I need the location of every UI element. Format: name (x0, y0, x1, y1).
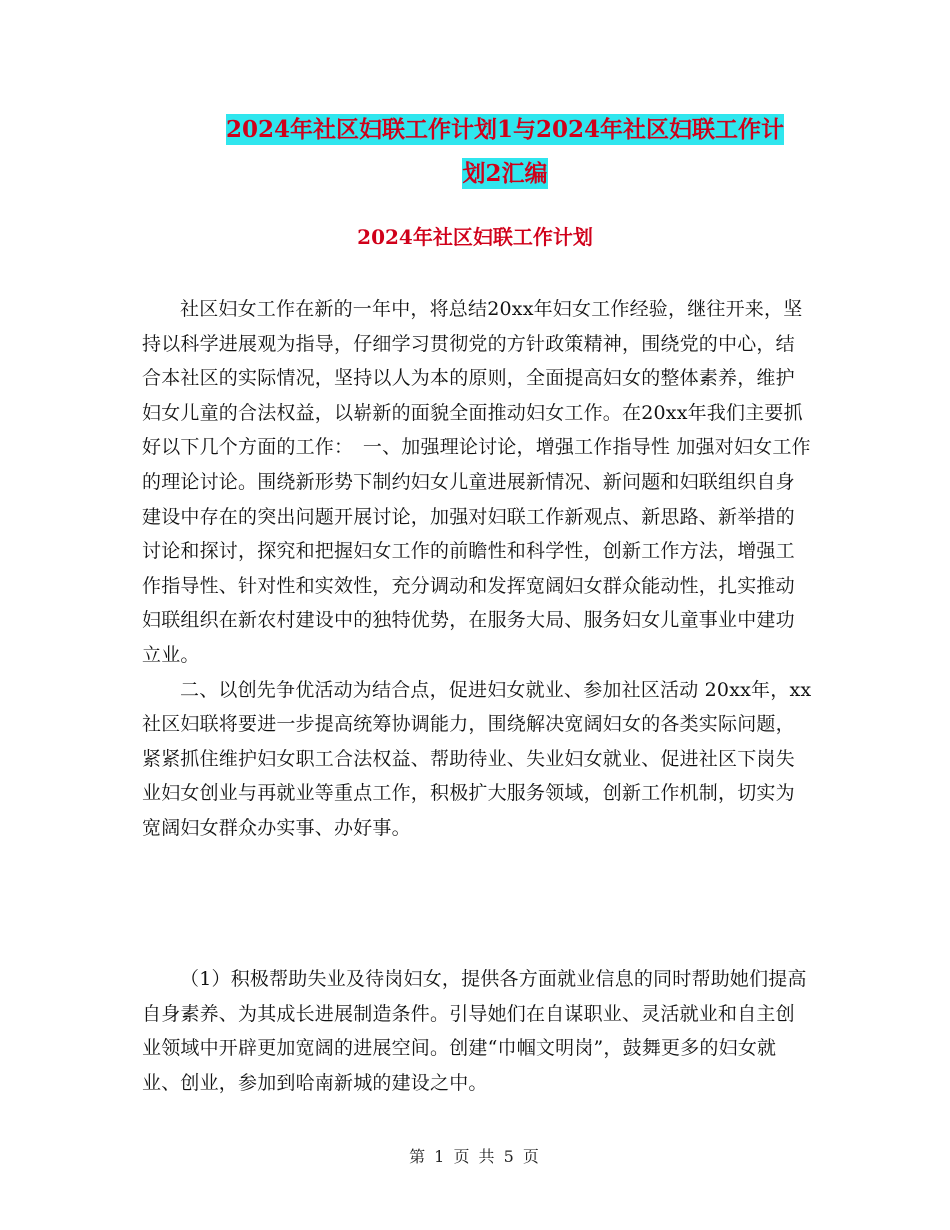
paragraph-1: 社区妇女工作在新的一年中，将总结20xx年妇女工作经验，继往开来，坚持以科学进展观为指导，仔细学习贯彻党的方针政策精神，围绕党的中心，结合本社区的实际情况，坚持以人为本的原则，全面提高妇女的整体素养，维护妇女儿童的合法权益，以崭新的面貌全面推动妇女工作。在20xx年我们主要抓好以下几个方面的工作： 一、加强理论讨论，增强工作指导性 加强对妇女工作的理论讨论。围绕新形势下制约妇女儿童进展新情况、新问题和妇联组织自身建设中存在的突出问题开展讨论，加强对妇联工作新观点、新思路、新举措的讨论和探讨，探究和把握妇女工作的前瞻性和科学性，创新工作方法，增强工作指导性、针对性和实效性，充分调动和发挥宽阔妇女群众能动性，扎实推动妇联组织在新农村建设中的独特优势，在服务大局、服务妇女儿童事业中建功立业。 (142, 298, 811, 666)
page-footer: 第 1 页 共 5 页 (409, 1147, 541, 1166)
paragraph-2: 二、以创先争优活动为结合点，促进妇女就业、参加社区活动 20xx年，xx社区妇联将要进一步提高统筹协调能力，围绕解决宽阔妇女的各类实际问题，紧紧抓住维护妇女职工合法权益、帮助待业、失业妇女就业、促进社区下岗失业妇女创业与再就业等重点工作，积极扩大服务领域，创新工作机制，切实为宽阔妇女群众办实事、办好事。 (142, 678, 812, 839)
paragraph-3: （1）积极帮助失业及待岗妇女，提供各方面就业信息的同时帮助她们提高自身素养、为其成长进展制造条件。引导她们在自谋职业、灵活就业和自主创业领域中开辟更加宽阔的进展空间。创建“巾帼文明岗”，鼓舞更多的妇女就业、创业，参加到哈南新城的建设之中。 (142, 968, 807, 1094)
document-title-line-2: 划2汇编 (462, 160, 548, 187)
body-block-2 (142, 962, 812, 1100)
section-title: 2024年社区妇联工作计划 (357, 225, 593, 249)
document-title (120, 108, 890, 196)
document-title-line-1: 2024年社区妇联工作计划1与2024年社区妇联工作计 (225, 116, 785, 143)
body-block-1 (142, 292, 812, 846)
